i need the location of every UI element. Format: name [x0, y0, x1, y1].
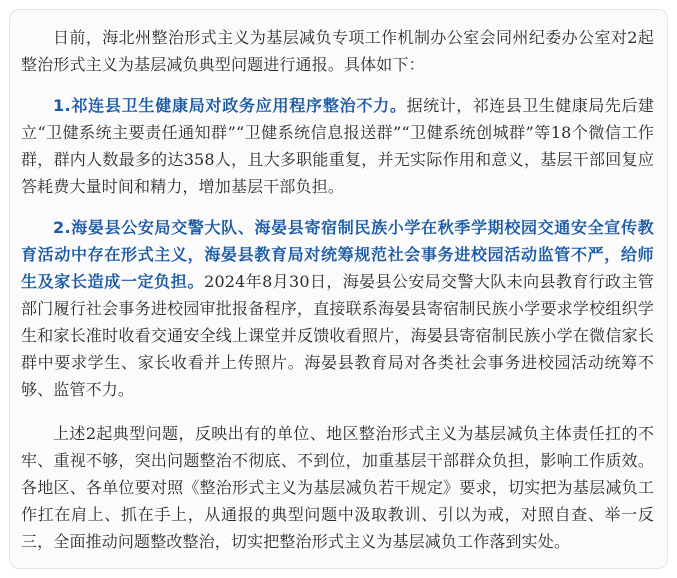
case-1-body: 据统计，祁连县卫生健康局先后建立“卫健系统主要责任通知群”“卫健系统信息报送群”“卫健系统创城群”等18个微信工作群，群内人数最多的达358人，且大多职能重复，并无实际作用和意义，基层干部回复应答耗费大量时间和精力，增加基层干部负担。	[21, 96, 654, 196]
case-1-paragraph	[21, 92, 654, 200]
case-2-body: 2024年8月30日，海晏县公安局交警大队未向县教育行政主管部门履行社会事务进校园审批报备程序，直接联系海晏县寄宿制民族小学要求学校组织学生和家长准时收看交通安全线上课堂并反馈收看照片，海晏县寄宿制民族小学在微信家长群中要求学生、家长收看并上传照片。海晏县教育局对各类社会事务进校园活动统筹不够、监管不力。	[21, 272, 654, 399]
case-2-heading: 2.海晏县公安局交警大队、海晏县寄宿制民族小学在秋季学期校园交通安全宣传教育活动中存在形式主义，海晏县教育局对统筹规范社会事务进校园活动监管不严，给师生及家长造成一定负担。	[21, 218, 654, 291]
intro-paragraph	[21, 24, 654, 78]
intro-text: 日前，海北州整治形式主义为基层减负专项工作机制办公室会同州纪委办公室对2起整治形式主义为基层减负典型问题进行通报。具体如下：	[21, 28, 654, 74]
case-2-paragraph	[21, 214, 654, 403]
article-card	[9, 9, 668, 569]
article-body	[21, 24, 654, 555]
conclusion-paragraph	[21, 420, 654, 555]
conclusion-text: 上述2起典型问题，反映出有的单位、地区整治形式主义为基层减负主体责任扛的不牢、重视不够，突出问题整治不彻底、不到位，加重基层干部群众负担，影响工作质效。各地区、各单位要对照《整治形式主义为基层减负若干规定》要求，切实把为基层减负工作扛在肩上、抓在手上，从通报的典型问题中汲取教训、引以为戒，对照自查、举一反三，全面推动问题整改整治，切实把整治形式主义为基层减负工作落到实处。	[21, 424, 654, 551]
case-1-heading: 1.祁连县卫生健康局对政务应用程序整治不力。	[53, 96, 407, 115]
